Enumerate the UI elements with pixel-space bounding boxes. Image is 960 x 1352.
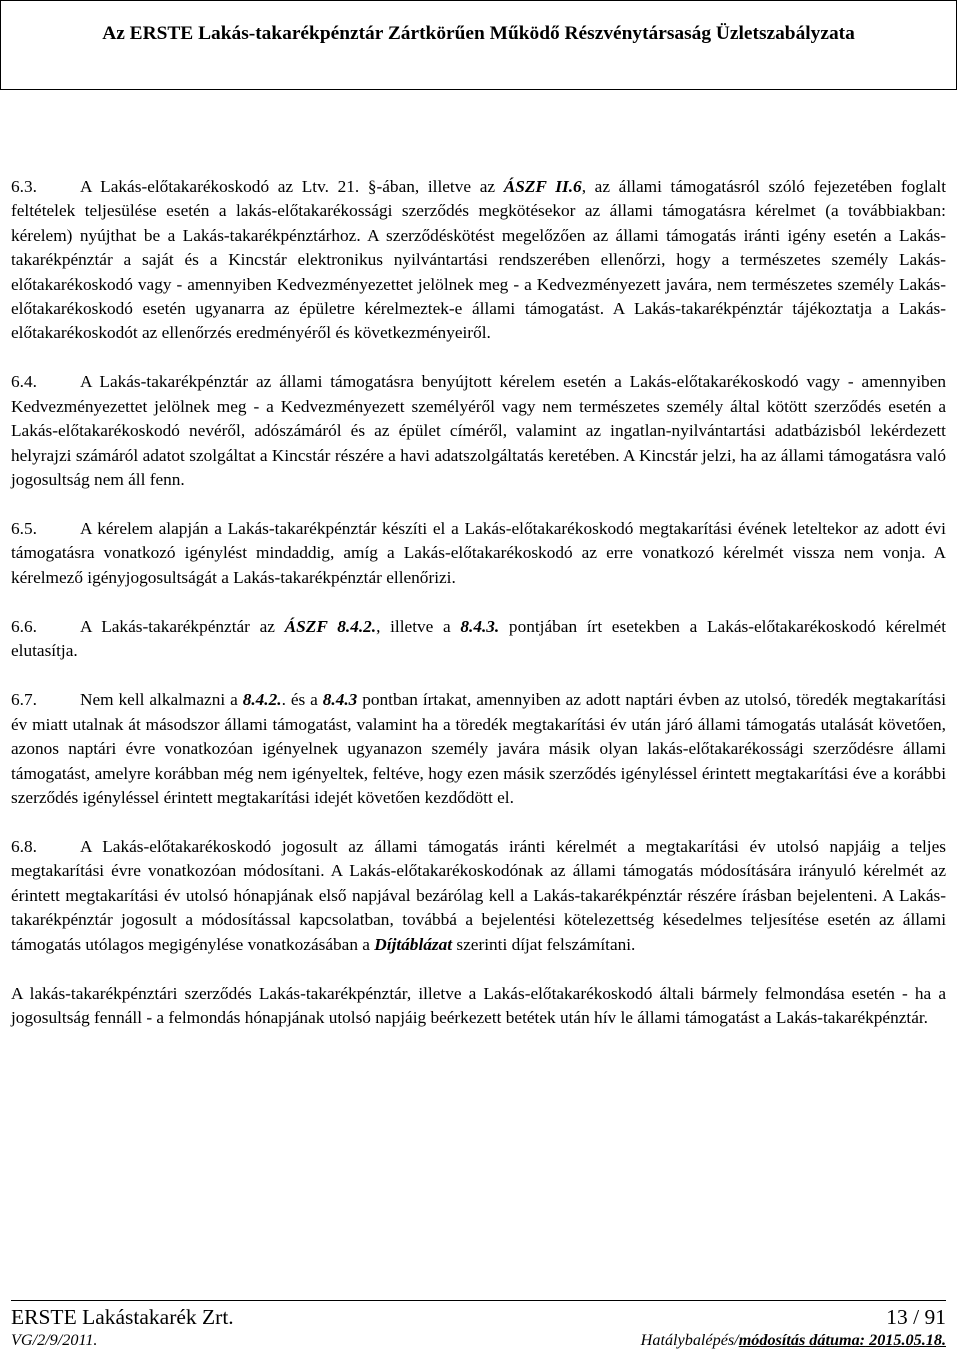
paragraph-number: 6.5. — [11, 519, 37, 539]
reference: 8.4.3. — [460, 616, 500, 636]
paragraph-number: 6.4. — [11, 372, 37, 392]
paragraph-6-6 — [11, 615, 946, 664]
paragraph-termination — [11, 982, 946, 1031]
reference: Díjtáblázat — [374, 934, 453, 954]
paragraph-6-7 — [11, 688, 946, 810]
footer-effective-date — [641, 1330, 946, 1350]
footer-divider — [11, 1300, 946, 1301]
paragraph-6-4 — [11, 370, 946, 492]
paragraph-6-3 — [11, 175, 946, 346]
footer-version: VG/2/9/2011. — [11, 1331, 98, 1349]
document-title: Az ERSTE Lakás-takarékpénztár Zártkörűen Működő Részvénytársaság Üzletszabályzata — [102, 23, 855, 44]
paragraph-text: A Lakás-takarékpénztár az állami támogatásra benyújtott kérelem esetén a Lakás-előtakarékoskodó vagy - amennyiben Kedvezményezettet jelölnek meg - a Kedvezményezett személyéről vagy nem természetes személy által kötött szerződés esetén a Lakás-előtakarékoskodó nevéről, adószámáról és az épület címéről, valamint az ingatlan-nyilvántartási adatbázisból lekérdezett helyrajzi számáról adatot szolgáltat a Kincstár részére a havi adatszolgáltatás keretében. A Kincstár jelzi, ha az állami támogatásra való jogosultság nem áll fenn. — [11, 372, 946, 490]
paragraph-text: . és a — [281, 690, 323, 710]
paragraph-text: pontjában írt esetekben a Lakás-előtakarékoskodó kérelmét elutasítja. — [11, 616, 947, 661]
paragraph-text: pontban írtakat, amennyiben az adott naptári évben az utolsó, töredék megtakarítási év miatt utalnak át másodszor állami támogatást, valamint ha a töredék megtakarítási év után járó állami támogatás utalását követően, azonos naptári évre vonatkozóan igényelnek ugyanazon személy javára másik olyan lakás-előtakarékossági szerződésre állami támogatást, amelyre korábban még nem igényeltek, feltéve, hogy ezen másik szerződés igényléssel érintett megtakarítási éve a korábbi szerződés igényléssel érintett megtakarítási idejét követően kezdődött el. — [11, 690, 946, 807]
paragraph-text: A Lakás-takarékpénztár az — [80, 616, 285, 636]
modification-label: módosítás dátuma: — [738, 1331, 866, 1349]
page-number: 13 / 91 — [886, 1305, 946, 1329]
paragraph-text: A Lakás-előtakarékoskodó jogosult az állami támogatás iránti kérelmét a megtakarítási év utolsó napjáig a teljes megtakarítási évre vonatkozóan módosítani. A Lakás-előtakarékoskodónak az állami támogatás módosítására irányuló kérelmét az érintett megtakarítási év utolsó hónapjának első napjával bezárólag kell a Lakás-takarékpénztár részére írásban bejelenteni. A Lakás-takarékpénztár jogosult a módosítással kapcsolatban, továbbá a bejelentési kötelezettség késedelmes teljesítése esetén az állami támogatás utólagos megigénylése vonatkozásában a — [11, 836, 946, 954]
reference: ÁSZF II.6 — [503, 177, 582, 196]
paragraph-text: szerinti díjat felszámítani. — [452, 934, 636, 954]
effective-label: Hatálybalépés/ — [640, 1331, 739, 1349]
paragraph-text: A kérelem alapján a Lakás-takarékpénztár készíti el a Lakás-előtakarékoskodó megtakarítási évének leteltekor az adott évi támogatásra vonatkozó igénylést mindaddig, amíg a Lakás-előtakarékoskodó az erre vonatkozó kérelmét vissza nem vonja. A kérelmező igényjogosultságát a Lakás-takarékpénztár ellenőrizi. — [11, 519, 946, 587]
reference: ÁSZF 8.4.2. — [284, 616, 377, 636]
paragraph-number: 6.7. — [11, 690, 37, 710]
paragraph-number: 6.6. — [11, 616, 37, 636]
paragraph-text: A lakás-takarékpénztári szerződés Lakás-takarékpénztár, illetve a Lakás-előtakarékoskodó általi bármely felmondása esetén - ha a jogosultság fennáll - a felmondás hónapjának utolsó napjáig beérkezett betétek után hív le állami támogatást a Lakás-takarékpénztár. — [11, 983, 946, 1027]
paragraph-text: Nem kell alkalmazni a — [80, 690, 243, 710]
document-body — [11, 175, 946, 1055]
paragraph-6-8 — [11, 835, 946, 957]
paragraph-text: , illetve a — [376, 616, 461, 636]
paragraph-text: , az állami támogatásról szóló fejezetében foglalt feltételek teljesülése esetén a lakás-előtakarékossági szerződés megkötésekor az állami támogatásra kérelmet (a továbbiakban: kérelem) nyújthat be a Lakás-takarékpénztárhoz. A szerződéskötést megelőzően az állami támogatás iránti igény esetén a Lakás-takarékpénztár a saját és a Kincstár elektronikus nyilvántartási rendszerében ellenőrzi, hogy a természetes személy Lakás-előtakarékoskodó vagy - amennyiben Kedvezményezettet jelölnek meg - a Kedvezményezett javára, nem természetes személy Lakás-előtakarékoskodó esetén ugyanarra az épületre kérelmeztek-e állami támogatást. A Lakás-takarékpénztár tájékoztatja a Lakás-előtakarékoskodót az ellenőrzés eredményéről és következményeiről. — [11, 177, 947, 343]
paragraph-number: 6.8. — [11, 836, 37, 856]
paragraph-number: 6.3. — [11, 177, 37, 196]
footer-main-row — [11, 1304, 946, 1330]
footer-meta-row — [11, 1330, 946, 1350]
reference: 8.4.3 — [322, 690, 358, 710]
effective-date-value: 2015.05.18. — [865, 1331, 946, 1349]
paragraph-text: A Lakás-előtakarékoskodó az Ltv. 21. §-ában, illetve az — [80, 177, 504, 196]
reference: 8.4.2. — [242, 690, 282, 710]
paragraph-6-5 — [11, 517, 946, 590]
footer-company: ERSTE Lakástakarék Zrt. — [11, 1305, 234, 1329]
header-box — [0, 0, 957, 90]
